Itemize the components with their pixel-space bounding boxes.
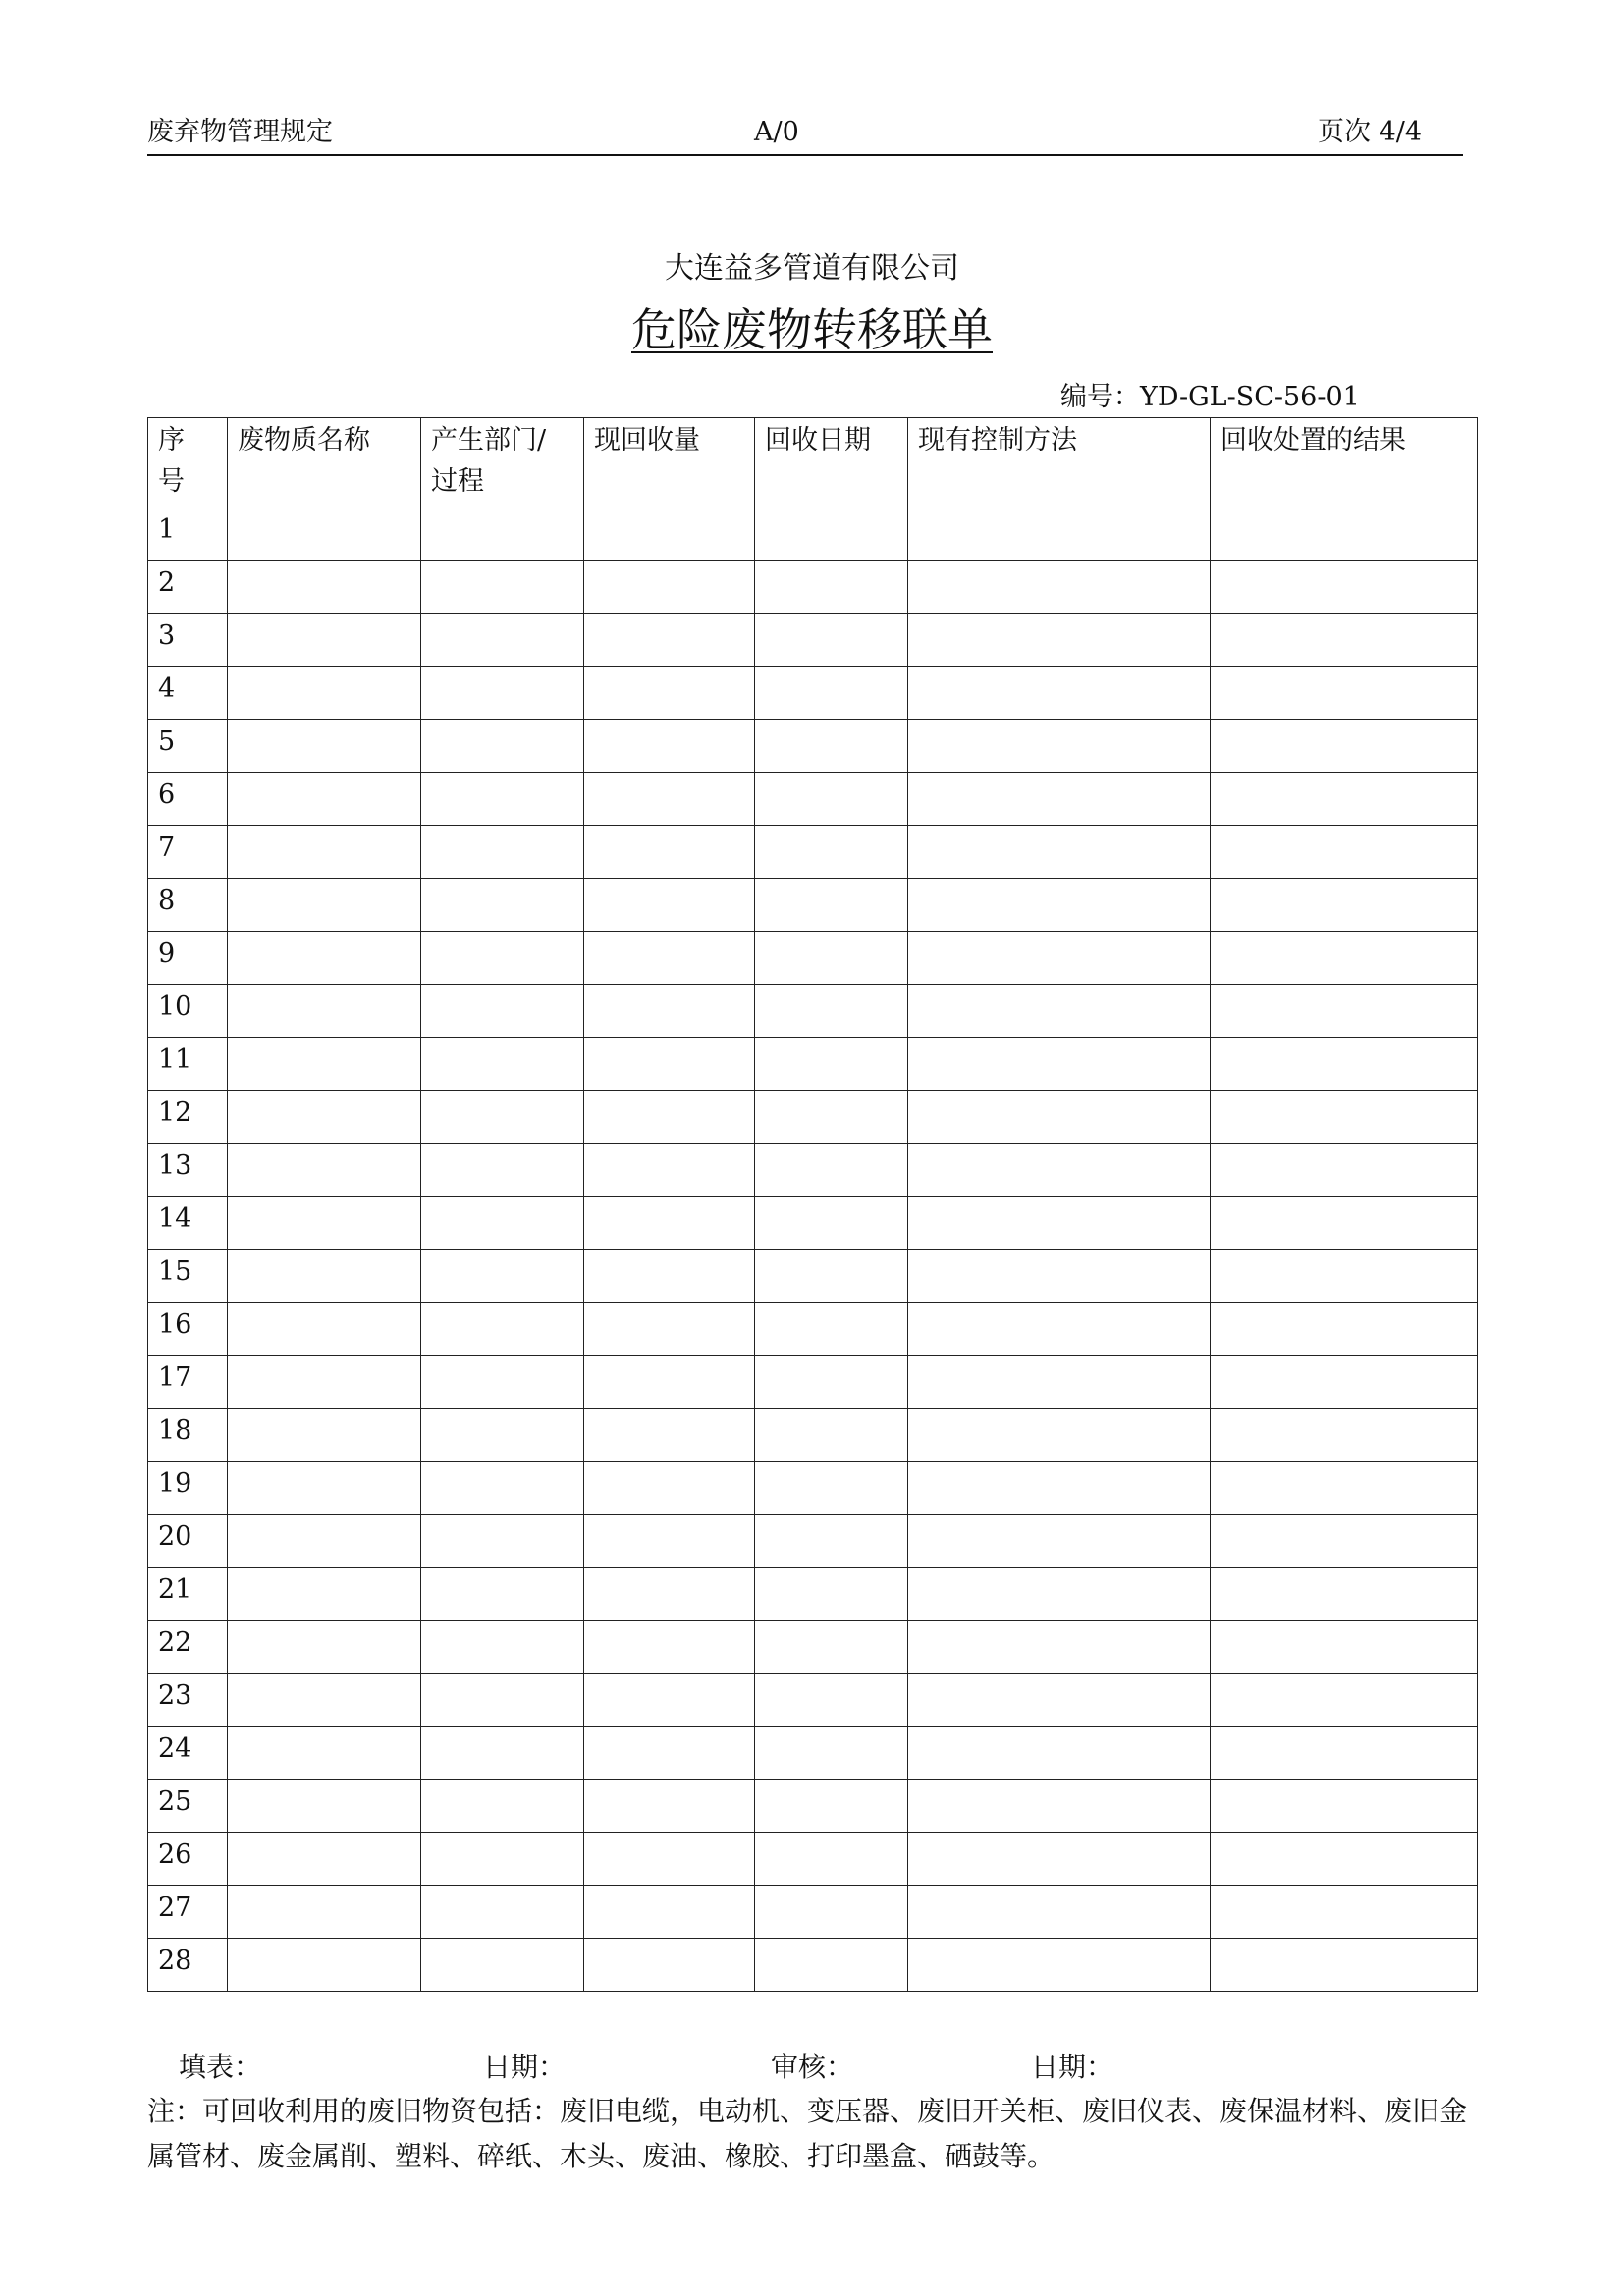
column-header: 序 号 [148, 418, 228, 507]
blank-cell[interactable] [908, 1409, 1211, 1462]
blank-cell[interactable] [755, 1939, 908, 1992]
row-number: 23 [148, 1674, 228, 1727]
blank-cell[interactable] [584, 720, 755, 773]
table-row [148, 773, 1478, 826]
blank-cell[interactable] [755, 773, 908, 826]
blank-cell[interactable] [584, 1462, 755, 1515]
reviewer-label: 审核： [771, 2051, 854, 2083]
blank-cell[interactable] [1211, 1674, 1478, 1727]
blank-cell[interactable] [908, 932, 1211, 985]
blank-cell[interactable] [421, 1780, 584, 1833]
row-number: 10 [148, 985, 228, 1038]
header-document-title: 废弃物管理规定 [147, 117, 333, 147]
blank-cell[interactable] [908, 667, 1211, 720]
blank-cell[interactable] [584, 507, 755, 561]
table-row [148, 932, 1478, 985]
blank-cell[interactable] [228, 1621, 421, 1674]
blank-cell[interactable] [1211, 1038, 1478, 1091]
blank-cell[interactable] [584, 1833, 755, 1886]
row-number: 1 [148, 507, 228, 561]
row-number: 12 [148, 1091, 228, 1144]
blank-cell[interactable] [584, 1144, 755, 1197]
row-number: 27 [148, 1886, 228, 1939]
blank-cell[interactable] [421, 1674, 584, 1727]
blank-cell[interactable] [755, 1833, 908, 1886]
row-number: 14 [148, 1197, 228, 1250]
blank-cell[interactable] [421, 1939, 584, 1992]
blank-cell[interactable] [908, 720, 1211, 773]
table-row [148, 507, 1478, 561]
row-number: 22 [148, 1621, 228, 1674]
signature-row [179, 2050, 1455, 2085]
row-number: 2 [148, 561, 228, 614]
blank-cell[interactable] [908, 1621, 1211, 1674]
blank-cell[interactable] [228, 1515, 421, 1568]
table-row [148, 1674, 1478, 1727]
blank-cell[interactable] [755, 932, 908, 985]
blank-cell[interactable] [584, 1356, 755, 1409]
recyclables-note: 注：可回收利用的废旧物资包括：废旧电缆，电动机、变压器、废旧开关柜、废旧仪表、废保温材料、废旧金属管材、废金属削、塑料、碎纸、木头、废油、橡胶、打印墨盒、硒鼓等。 [147, 2095, 1468, 2172]
blank-cell[interactable] [421, 773, 584, 826]
table-header-row [148, 418, 1478, 507]
table-row [148, 1568, 1478, 1621]
blank-cell[interactable] [421, 561, 584, 614]
row-number: 6 [148, 773, 228, 826]
table-row [148, 1886, 1478, 1939]
blank-cell[interactable] [228, 1727, 421, 1780]
blank-cell[interactable] [228, 985, 421, 1038]
table-row [148, 1409, 1478, 1462]
row-number: 9 [148, 932, 228, 985]
blank-cell[interactable] [584, 1674, 755, 1727]
blank-cell[interactable] [755, 1462, 908, 1515]
blank-cell[interactable] [421, 1356, 584, 1409]
blank-cell[interactable] [755, 1038, 908, 1091]
blank-cell[interactable] [908, 1303, 1211, 1356]
blank-cell[interactable] [584, 1038, 755, 1091]
row-number: 25 [148, 1780, 228, 1833]
blank-cell[interactable] [421, 1144, 584, 1197]
blank-cell[interactable] [584, 1621, 755, 1674]
blank-cell[interactable] [584, 1197, 755, 1250]
blank-cell[interactable] [228, 1409, 421, 1462]
table-row [148, 1356, 1478, 1409]
blank-cell[interactable] [228, 1303, 421, 1356]
header-revision: A/0 [754, 117, 799, 147]
blank-cell[interactable] [228, 1780, 421, 1833]
table-row [148, 720, 1478, 773]
blank-cell[interactable] [1211, 1409, 1478, 1462]
table-row [148, 561, 1478, 614]
table-row [148, 1621, 1478, 1674]
blank-cell[interactable] [584, 1250, 755, 1303]
blank-cell[interactable] [584, 1515, 755, 1568]
blank-cell[interactable] [228, 561, 421, 614]
column-header: 产生部门/ 过程 [421, 418, 584, 507]
blank-cell[interactable] [584, 1886, 755, 1939]
blank-cell[interactable] [908, 879, 1211, 932]
blank-cell[interactable] [908, 1674, 1211, 1727]
blank-cell[interactable] [1211, 561, 1478, 614]
blank-cell[interactable] [1211, 1197, 1478, 1250]
row-number: 20 [148, 1515, 228, 1568]
blank-cell[interactable] [228, 826, 421, 879]
row-number: 5 [148, 720, 228, 773]
blank-cell[interactable] [421, 614, 584, 667]
blank-cell[interactable] [755, 614, 908, 667]
blank-cell[interactable] [421, 1833, 584, 1886]
blank-cell[interactable] [908, 1939, 1211, 1992]
blank-cell[interactable] [1211, 1780, 1478, 1833]
blank-cell[interactable] [228, 1144, 421, 1197]
blank-cell[interactable] [584, 1091, 755, 1144]
blank-cell[interactable] [908, 773, 1211, 826]
blank-cell[interactable] [228, 1939, 421, 1992]
table-row [148, 1197, 1478, 1250]
row-number: 4 [148, 667, 228, 720]
row-number: 15 [148, 1250, 228, 1303]
blank-cell[interactable] [908, 985, 1211, 1038]
blank-cell[interactable] [1211, 879, 1478, 932]
blank-cell[interactable] [755, 826, 908, 879]
blank-cell[interactable] [228, 1091, 421, 1144]
blank-cell[interactable] [755, 1568, 908, 1621]
blank-cell[interactable] [755, 985, 908, 1038]
blank-cell[interactable] [584, 1303, 755, 1356]
blank-cell[interactable] [1211, 1727, 1478, 1780]
blank-cell[interactable] [1211, 614, 1478, 667]
blank-cell[interactable] [228, 773, 421, 826]
date-label-1: 日期： [483, 2051, 567, 2083]
blank-cell[interactable] [908, 1250, 1211, 1303]
blank-cell[interactable] [908, 1833, 1211, 1886]
row-number: 11 [148, 1038, 228, 1091]
blank-cell[interactable] [908, 1197, 1211, 1250]
blank-cell[interactable] [228, 1250, 421, 1303]
blank-cell[interactable] [908, 826, 1211, 879]
blank-cell[interactable] [755, 1197, 908, 1250]
row-number: 17 [148, 1356, 228, 1409]
table-row [148, 1091, 1478, 1144]
blank-cell[interactable] [755, 1303, 908, 1356]
blank-cell[interactable] [421, 1091, 584, 1144]
blank-cell[interactable] [228, 1356, 421, 1409]
blank-cell[interactable] [228, 614, 421, 667]
blank-cell[interactable] [1211, 720, 1478, 773]
table-row [148, 826, 1478, 879]
blank-cell[interactable] [755, 667, 908, 720]
blank-cell[interactable] [421, 985, 584, 1038]
blank-cell[interactable] [1211, 1833, 1478, 1886]
blank-cell[interactable] [908, 507, 1211, 561]
blank-cell[interactable] [1211, 1303, 1478, 1356]
blank-cell[interactable] [584, 985, 755, 1038]
row-number: 28 [148, 1939, 228, 1992]
blank-cell[interactable] [421, 932, 584, 985]
blank-cell[interactable] [228, 1197, 421, 1250]
column-header: 回收处置的结果 [1211, 418, 1478, 507]
blank-cell[interactable] [421, 1727, 584, 1780]
blank-cell[interactable] [421, 1197, 584, 1250]
company-name: 大连益多管道有限公司 [665, 251, 959, 286]
blank-cell[interactable] [1211, 773, 1478, 826]
column-header: 回收日期 [755, 418, 908, 507]
blank-cell[interactable] [584, 879, 755, 932]
row-number: 13 [148, 1144, 228, 1197]
table-row [148, 1727, 1478, 1780]
blank-cell[interactable] [228, 879, 421, 932]
blank-cell[interactable] [908, 1091, 1211, 1144]
blank-cell[interactable] [584, 826, 755, 879]
blank-cell[interactable] [421, 1409, 584, 1462]
blank-cell[interactable] [1211, 1091, 1478, 1144]
row-number: 8 [148, 879, 228, 932]
waste-transfer-table [147, 417, 1478, 1992]
blank-cell[interactable] [908, 1727, 1211, 1780]
blank-cell[interactable] [908, 561, 1211, 614]
blank-cell[interactable] [584, 773, 755, 826]
form-title: 危险废物转移联单 [631, 303, 993, 356]
blank-cell[interactable] [421, 667, 584, 720]
blank-cell[interactable] [228, 1462, 421, 1515]
row-number: 19 [148, 1462, 228, 1515]
table-row [148, 1144, 1478, 1197]
filler-label: 填表： [179, 2051, 262, 2083]
blank-cell[interactable] [908, 1462, 1211, 1515]
blank-cell[interactable] [755, 561, 908, 614]
blank-cell[interactable] [908, 1356, 1211, 1409]
blank-cell[interactable] [228, 1568, 421, 1621]
blank-cell[interactable] [908, 1144, 1211, 1197]
blank-cell[interactable] [421, 879, 584, 932]
blank-cell[interactable] [228, 507, 421, 561]
blank-cell[interactable] [908, 1780, 1211, 1833]
row-number: 18 [148, 1409, 228, 1462]
blank-cell[interactable] [421, 1462, 584, 1515]
blank-cell[interactable] [421, 1621, 584, 1674]
blank-cell[interactable] [755, 1356, 908, 1409]
blank-cell[interactable] [755, 1144, 908, 1197]
blank-cell[interactable] [1211, 1568, 1478, 1621]
blank-cell[interactable] [421, 1886, 584, 1939]
table-row [148, 1303, 1478, 1356]
blank-cell[interactable] [755, 507, 908, 561]
blank-cell[interactable] [584, 1727, 755, 1780]
blank-cell[interactable] [584, 667, 755, 720]
blank-cell[interactable] [421, 1515, 584, 1568]
table-row [148, 879, 1478, 932]
blank-cell[interactable] [228, 1038, 421, 1091]
blank-cell[interactable] [1211, 1250, 1478, 1303]
blank-cell[interactable] [584, 1409, 755, 1462]
blank-cell[interactable] [755, 1091, 908, 1144]
blank-cell[interactable] [228, 667, 421, 720]
row-number: 26 [148, 1833, 228, 1886]
column-header: 废物质名称 [228, 418, 421, 507]
blank-cell[interactable] [1211, 1144, 1478, 1197]
blank-cell[interactable] [584, 1780, 755, 1833]
table-row [148, 985, 1478, 1038]
blank-cell[interactable] [755, 879, 908, 932]
blank-cell[interactable] [228, 1833, 421, 1886]
blank-cell[interactable] [755, 1250, 908, 1303]
blank-cell[interactable] [755, 1780, 908, 1833]
blank-cell[interactable] [755, 720, 908, 773]
blank-cell[interactable] [1211, 826, 1478, 879]
table-row [148, 1780, 1478, 1833]
blank-cell[interactable] [908, 1886, 1211, 1939]
header-divider [147, 154, 1463, 156]
blank-cell[interactable] [584, 1568, 755, 1621]
blank-cell[interactable] [755, 1515, 908, 1568]
blank-cell[interactable] [755, 1621, 908, 1674]
blank-cell[interactable] [1211, 667, 1478, 720]
blank-cell[interactable] [1211, 1886, 1478, 1939]
table-row [148, 1515, 1478, 1568]
row-number: 21 [148, 1568, 228, 1621]
blank-cell[interactable] [1211, 932, 1478, 985]
blank-cell[interactable] [908, 1515, 1211, 1568]
blank-cell[interactable] [421, 1038, 584, 1091]
blank-cell[interactable] [228, 1674, 421, 1727]
form-title-wrapper [0, 300, 1624, 359]
blank-cell[interactable] [228, 1886, 421, 1939]
blank-cell[interactable] [1211, 1356, 1478, 1409]
table-body [148, 507, 1478, 1992]
row-number: 3 [148, 614, 228, 667]
blank-cell[interactable] [584, 1939, 755, 1992]
blank-cell[interactable] [908, 614, 1211, 667]
blank-cell[interactable] [1211, 1939, 1478, 1992]
row-number: 16 [148, 1303, 228, 1356]
table-row [148, 614, 1478, 667]
blank-cell[interactable] [421, 1303, 584, 1356]
blank-cell[interactable] [1211, 507, 1478, 561]
blank-cell[interactable] [755, 1727, 908, 1780]
column-header: 现有控制方法 [908, 418, 1211, 507]
blank-cell[interactable] [1211, 1462, 1478, 1515]
row-number: 7 [148, 826, 228, 879]
blank-cell[interactable] [1211, 985, 1478, 1038]
blank-cell[interactable] [228, 720, 421, 773]
header-page-number: 页次 4/4 [1318, 117, 1423, 147]
blank-cell[interactable] [421, 507, 584, 561]
blank-cell[interactable] [755, 1409, 908, 1462]
form-code: 编号：YD-GL-SC-56-01 [1060, 382, 1360, 412]
blank-cell[interactable] [228, 932, 421, 985]
blank-cell[interactable] [421, 826, 584, 879]
blank-cell[interactable] [755, 1674, 908, 1727]
blank-cell[interactable] [421, 720, 584, 773]
table-row [148, 1939, 1478, 1992]
blank-cell[interactable] [584, 932, 755, 985]
blank-cell[interactable] [421, 1250, 584, 1303]
blank-cell[interactable] [908, 1038, 1211, 1091]
blank-cell[interactable] [1211, 1621, 1478, 1674]
row-number: 24 [148, 1727, 228, 1780]
table-row [148, 667, 1478, 720]
column-header: 现回收量 [584, 418, 755, 507]
blank-cell[interactable] [584, 561, 755, 614]
table-row [148, 1038, 1478, 1091]
blank-cell[interactable] [908, 1568, 1211, 1621]
blank-cell[interactable] [1211, 1515, 1478, 1568]
blank-cell[interactable] [584, 614, 755, 667]
date-label-2: 日期： [1031, 2051, 1114, 2083]
table-row [148, 1250, 1478, 1303]
blank-cell[interactable] [755, 1886, 908, 1939]
table-row [148, 1833, 1478, 1886]
table-row [148, 1462, 1478, 1515]
blank-cell[interactable] [421, 1568, 584, 1621]
